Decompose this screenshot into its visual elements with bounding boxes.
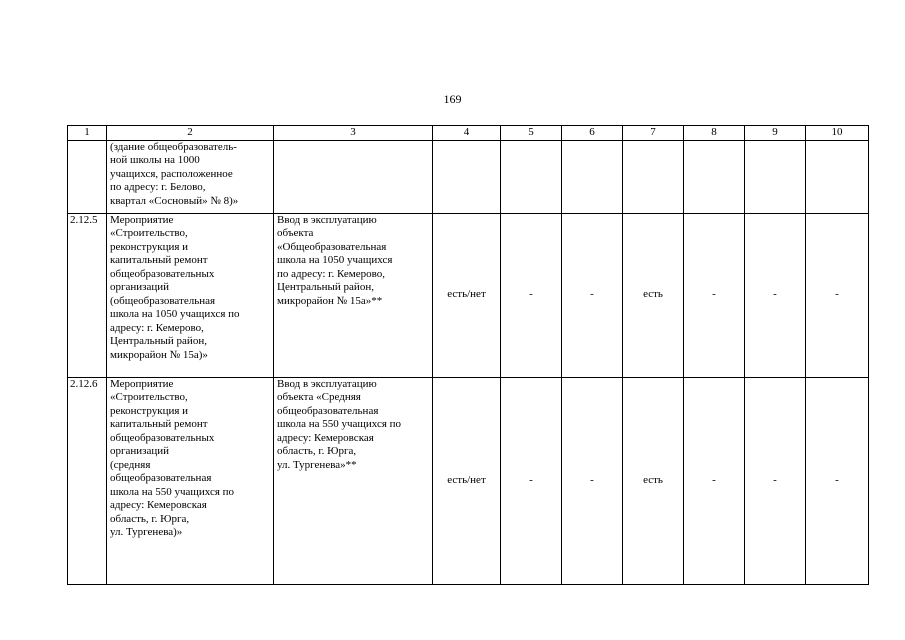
- value-cell: [684, 140, 745, 213]
- header-cell: 4: [433, 126, 501, 141]
- value-cell: [562, 140, 623, 213]
- row-number-cell: 2.12.6: [68, 377, 107, 584]
- value-cell: -: [745, 213, 806, 377]
- event-cell: Мероприятие «Строительство, реконструкция и капитальный ремонт общеобразовательных организаций (средняя общеобразовательная школа на 550 учащихся по адресу: Кемеровская область, г. Юрга, ул. Тургенева)»: [107, 377, 274, 584]
- value-cell: -: [501, 377, 562, 584]
- value-cell: -: [562, 213, 623, 377]
- value-cell: есть/нет: [433, 213, 501, 377]
- value-cell: [745, 140, 806, 213]
- header-cell: 9: [745, 126, 806, 141]
- program-table: [67, 125, 869, 585]
- header-cell: 1: [68, 126, 107, 141]
- value-cell: [806, 140, 869, 213]
- value-cell: -: [562, 377, 623, 584]
- value-cell: есть/нет: [433, 377, 501, 584]
- header-cell: 8: [684, 126, 745, 141]
- value-cell: -: [806, 377, 869, 584]
- row-number-cell: 2.12.5: [68, 213, 107, 377]
- value-cell: -: [684, 377, 745, 584]
- header-cell: 2: [107, 126, 274, 141]
- table-row: [68, 140, 869, 213]
- header-cell: 5: [501, 126, 562, 141]
- value-cell: есть: [623, 377, 684, 584]
- event-cell: Мероприятие «Строительство, реконструкция и капитальный ремонт общеобразовательных организаций (общеобразовательная школа на 1050 учащихся по адресу: г. Кемерово, Центральный район, микрорайон № 15а)»: [107, 213, 274, 377]
- table-row: [68, 213, 869, 377]
- indicator-cell: [274, 140, 433, 213]
- table-header-row: [68, 126, 869, 141]
- indicator-cell: Ввод в эксплуатацию объекта «Средняя общеобразовательная школа на 550 учащихся по адресу: Кемеровская область, г. Юрга, ул. Тургенева»**: [274, 377, 433, 584]
- value-cell: [433, 140, 501, 213]
- table-row: [68, 377, 869, 584]
- header-cell: 3: [274, 126, 433, 141]
- row-number-cell: [68, 140, 107, 213]
- header-cell: 6: [562, 126, 623, 141]
- value-cell: -: [806, 213, 869, 377]
- value-cell: -: [501, 213, 562, 377]
- value-cell: [501, 140, 562, 213]
- header-cell: 7: [623, 126, 684, 141]
- page-number: 169: [443, 92, 462, 106]
- value-cell: есть: [623, 213, 684, 377]
- value-cell: [623, 140, 684, 213]
- value-cell: -: [684, 213, 745, 377]
- event-cell: (здание общеобразователь- ной школы на 1000 учащихся, расположенное по адресу: г. Белово, квартал «Сосновый» № 8)»: [107, 140, 274, 213]
- value-cell: -: [745, 377, 806, 584]
- indicator-cell: Ввод в эксплуатацию объекта «Общеобразовательная школа на 1050 учащихся по адресу: г. Кемерово, Центральный район, микрорайон № 15а»**: [274, 213, 433, 377]
- header-cell: 10: [806, 126, 869, 141]
